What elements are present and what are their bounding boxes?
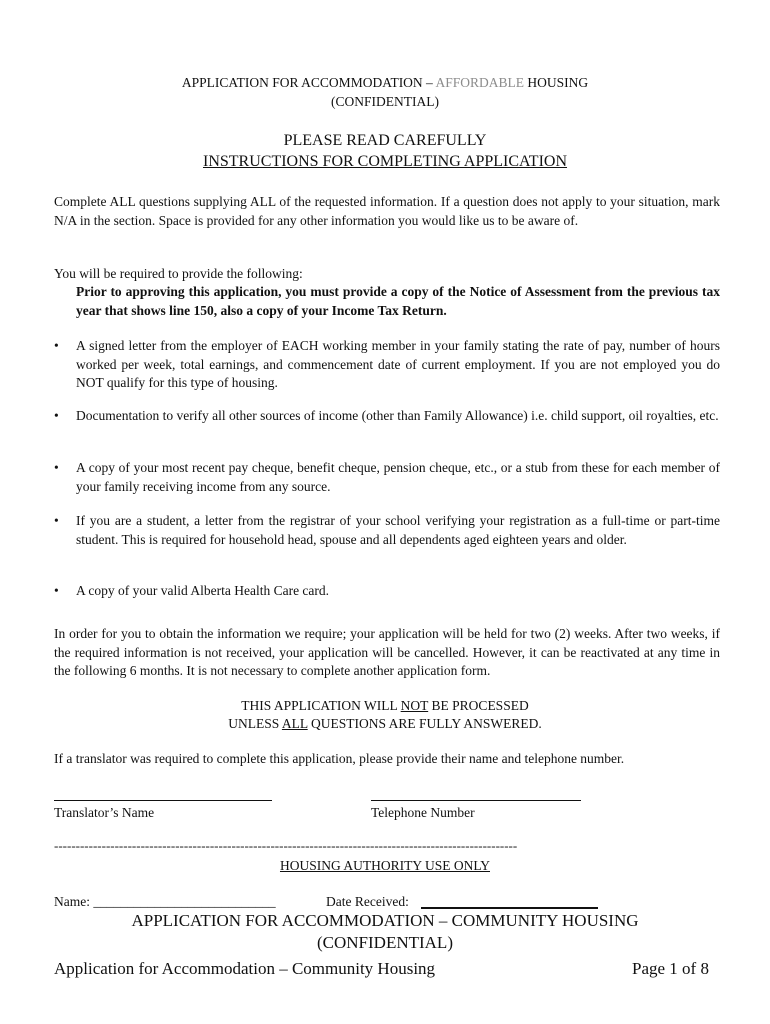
name-field[interactable]: Name: ___________________________ — [54, 894, 276, 909]
hold-paragraph: In order for you to obtain the information we require; your application will be held for two (2) weeks. After two weeks, if the required information is not received, your application will be cancelled. However, it can be reactivated at any time in the following 6 months. It is not necessary to complete another application form. — [54, 626, 720, 678]
list-item-text: A copy of your most recent pay cheque, benefit cheque, pension cheque, etc., or a stub from these for each member of your family receiving income from any source. — [76, 460, 720, 494]
bullet-icon: • — [54, 338, 59, 353]
header-title-start: APPLICATION FOR ACCOMMODATION – — [181, 75, 436, 90]
telephone-field[interactable] — [371, 800, 581, 801]
header-title-end: HOUSING — [523, 75, 589, 90]
list-item — [54, 337, 720, 393]
header-title-affordable: AFFORDABLE — [435, 75, 524, 90]
list-item-text: A signed letter from the employer of EACH working member in your family stating the rate of pay, number of hours worked per week, total earnings, and commencement date of current employment. If you are not employed you do NOT qualify for this type of housing. — [76, 338, 720, 390]
authority-heading-text: HOUSING AUTHORITY USE ONLY — [279, 858, 490, 873]
warning-line-2 — [0, 715, 770, 733]
translator-prompt: If a translator was required to complete this application, please provide their name and telephone number. — [54, 751, 625, 766]
intro-paragraph: Complete ALL questions supplying ALL of the requested information. If a question does not apply to your situation, mark N/A in the section. Space is provided for any other information you would like us to be aware of. — [54, 194, 720, 228]
bullet-icon: • — [54, 460, 59, 475]
bullet-icon: • — [54, 583, 59, 598]
list-item — [54, 582, 720, 601]
header-subtitle: (CONFIDENTIAL) — [331, 94, 439, 109]
required-label: You will be required to provide the following: — [54, 266, 303, 281]
date-received-field[interactable] — [421, 907, 598, 909]
list-item — [54, 512, 720, 549]
list-item-text: Documentation to verify all other sources of income (other than Family Allowance) i.e. child support, oil royalties, etc. — [76, 408, 719, 423]
separator-line: ----------------------------------------------------------------------------------------------------------- — [54, 838, 518, 853]
warning-all: ALL — [281, 716, 308, 731]
warning-text: QUESTIONS ARE FULLY ANSWERED. — [307, 716, 542, 731]
page-number: Page 1 of 8 — [632, 959, 709, 978]
list-item-text: If you are a student, a letter from the registrar of your school verifying your registration as a full-time or part-time student. This is required for household head, spouse and all dependents aged eighteen years and older. — [76, 513, 720, 547]
instructions-heading-text: INSTRUCTIONS FOR COMPLETING APPLICATION — [202, 153, 568, 170]
warning-line-1 — [0, 697, 770, 715]
translator-name-field[interactable] — [54, 800, 272, 801]
tax-requirement: Prior to approving this application, you must provide a copy of the Notice of Assessment from the previous tax year that shows line 150, also a copy of your Income Tax Return. — [76, 284, 720, 318]
bullet-icon: • — [54, 513, 59, 528]
list-item-text: A copy of your valid Alberta Health Care card. — [76, 583, 330, 598]
warning-not: NOT — [400, 698, 429, 713]
list-item — [54, 459, 720, 496]
telephone-label: Telephone Number — [371, 805, 475, 820]
translator-name-label: Translator’s Name — [54, 805, 155, 820]
footer-left: Application for Accommodation – Community Housing — [54, 959, 436, 978]
warning-text: UNLESS — [228, 716, 282, 731]
bullet-icon: • — [54, 408, 59, 423]
list-item — [54, 407, 720, 426]
please-read-heading: PLEASE READ CAREFULLY — [283, 132, 487, 149]
instructions-heading — [0, 152, 770, 172]
warning-text: THIS APPLICATION WILL — [241, 698, 401, 713]
warning-text: BE PROCESSED — [428, 698, 529, 713]
date-received-label: Date Received: — [326, 894, 409, 909]
footer-subtitle: (CONFIDENTIAL) — [317, 933, 453, 952]
header-title — [0, 74, 770, 92]
authority-heading — [0, 857, 770, 875]
footer-title: APPLICATION FOR ACCOMMODATION – COMMUNITY HOUSING — [131, 911, 639, 930]
